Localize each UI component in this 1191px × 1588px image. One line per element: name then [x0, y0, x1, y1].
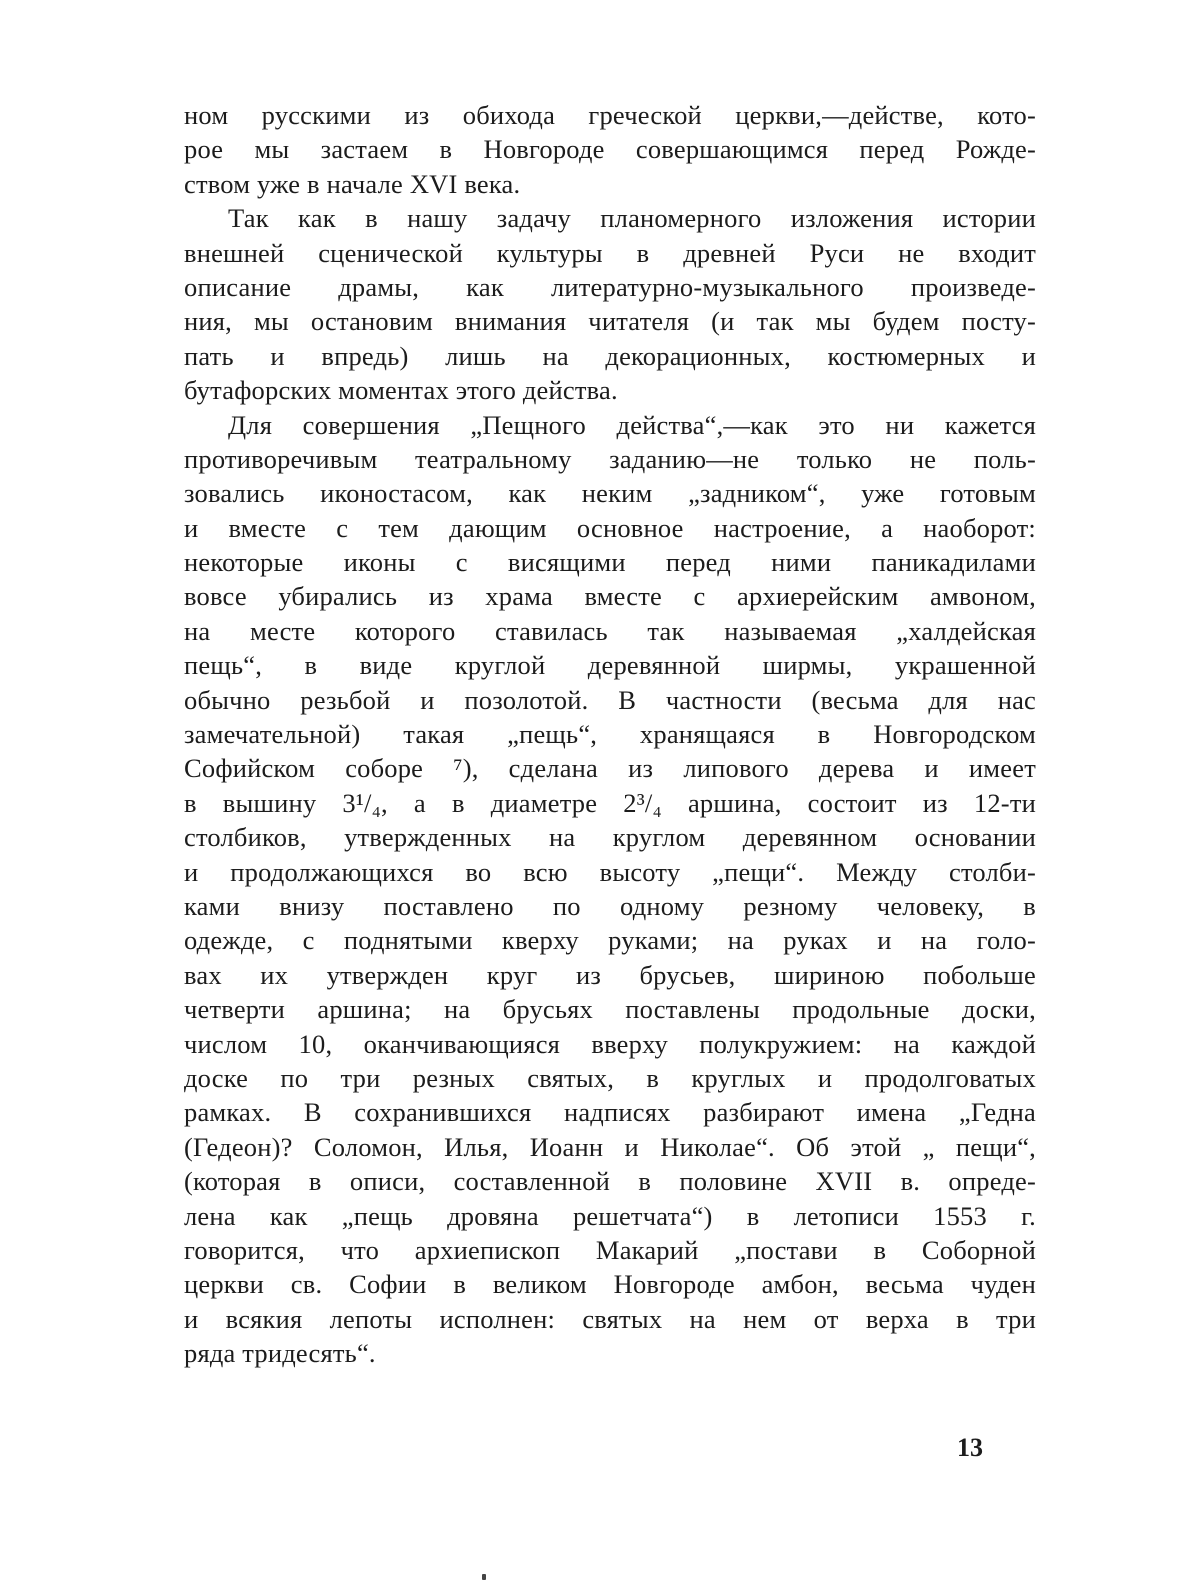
text-line: Для совершения „Пещного действа“,—как это ни кажется	[228, 409, 1036, 440]
text-line: одежде, с поднятыми кверху руками; на руках и на голо-	[184, 925, 1036, 956]
text-line: вах их утвержден круг из брусьев, шириною побольше	[184, 959, 1036, 990]
text-line: числом 10, оканчивающияся вверху полукружием: на каждой	[184, 1028, 1036, 1059]
text-line: описание драмы, как литературно-музыкального произведе-	[184, 271, 1036, 302]
text-line: вовсе убирались из храма вместе с архиерейским амвоном,	[184, 581, 1036, 612]
text-line: столбиков, утвержденных на круглом деревянном основании	[184, 822, 1036, 853]
text-line: ками внизу поставлено по одному резному человеку, в	[184, 890, 1036, 921]
text-line: зовались иконостасом, как неким „задником“, уже готовым	[184, 478, 1036, 509]
text-line: (Гедеон)? Соломон, Илья, Иоанн и Николае“. Об этой „ пещи“,	[184, 1131, 1036, 1162]
text-line: ном русскими из обихода греческой церкви,—действе, кото-	[184, 100, 1036, 130]
text-line: и продолжающихся во всю высоту „пещи“. Между столби-	[184, 856, 1036, 887]
text-line: на месте которого ставилась так называемая „халдейская	[184, 615, 1036, 646]
text-line: (которая в описи, составленной в половине XVII в. опреде-	[184, 1166, 1036, 1197]
paragraph-1	[184, 98, 1036, 201]
text-line: говорится, что архиепископ Макарий „постави в Соборной	[184, 1234, 1036, 1265]
text-line: ния, мы остановим внимания читателя (и так мы будем посту-	[184, 306, 1036, 337]
text-line: рамках. В сохранившихся надписях разбирают имена „Гедна	[184, 1097, 1036, 1128]
text-line: ством уже в начале XVI века.	[184, 168, 521, 199]
text-line: в вышину 3¹/₄, а в диаметре 2³/₄ аршина, состоит из 12-ти	[184, 787, 1036, 818]
paragraph-2	[184, 201, 1036, 407]
text-line: замечательной) такая „пещь“, хранящаяся в Новгородском	[184, 719, 1036, 750]
text-line: внешней сценической культуры в древней Руси не входит	[184, 237, 1036, 268]
text-line: пать и впредь) лишь на декорационных, костюмерных и	[184, 340, 1036, 371]
print-mark	[482, 1574, 486, 1580]
text-line: бутафорских моментах этого действа.	[184, 375, 618, 406]
paragraph-3	[184, 408, 1036, 1371]
page-number: 13	[957, 1433, 983, 1462]
text-line: четверти аршина; на брусьях поставлены продольные доски,	[184, 994, 1036, 1025]
text-line: и вместе с тем дающим основное настроение, а наоборот:	[184, 512, 1036, 543]
text-line: некоторые иконы с висящими перед ними паникадилами	[184, 547, 1036, 578]
text-line: лена как „пещь дровяна решетчата“) в летописи 1553 г.	[184, 1200, 1036, 1231]
text-line: обычно резьбой и позолотой. В частности (весьма для нас	[184, 684, 1036, 715]
text-line: Так как в нашу задачу планомерного изложения истории	[228, 203, 1036, 234]
text-line: рое мы застаем в Новгороде совершающимся перед Рожде-	[184, 134, 1036, 165]
text-line: Софийском соборе ⁷), сделана из липового дерева и имеет	[184, 753, 1036, 784]
text-line: противоречивым театральному заданию—не только не поль-	[184, 443, 1036, 474]
text-line: доске по три резных святых, в круглых и продолговатых	[184, 1062, 1036, 1093]
page-body	[184, 98, 1036, 1370]
text-line: пещь“, в виде круглой деревянной ширмы, украшенной	[184, 650, 1036, 681]
text-line: церкви св. Софии в великом Новгороде амбон, весьма чуден	[184, 1269, 1036, 1300]
text-line: и всякия лепоты исполнен: святых на нем от верха в три	[184, 1303, 1036, 1334]
text-line: ряда тридесять“.	[184, 1338, 376, 1369]
